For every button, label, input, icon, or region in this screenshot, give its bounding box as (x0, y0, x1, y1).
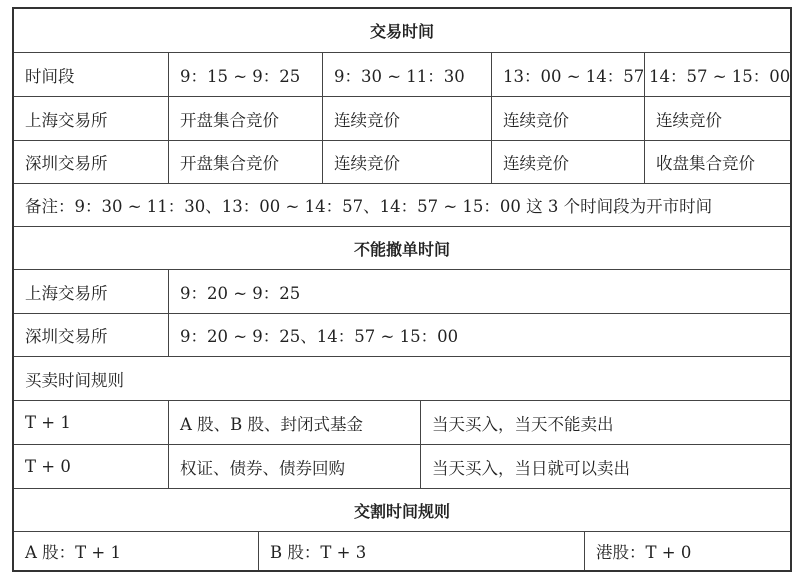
settlement-row (14, 532, 790, 570)
time-period-row (14, 53, 790, 97)
exchange-label: 深圳交易所 (25, 327, 108, 346)
time-slot-3: 13：00 ~ 14：57 (491, 53, 644, 96)
auction-type: 连续竞价 (644, 97, 790, 140)
settlement-a-share: A 股：T + 1 (25, 543, 121, 562)
time-period-label: 时间段 (25, 66, 75, 86)
time-slot-2: 9：30 ~ 11：30 (322, 53, 491, 96)
t-plus-1-row (14, 401, 790, 445)
auction-type: 开盘集合竞价 (168, 97, 322, 140)
no-cancel-shanghai-row (14, 270, 790, 314)
trading-rules-table (12, 7, 792, 572)
exchange-label: 上海交易所 (25, 283, 108, 303)
auction-type: 收盘集合竞价 (644, 141, 790, 183)
time-slot-1: 9：15 ~ 9：25 (168, 53, 322, 96)
settlement-title-row (14, 489, 790, 532)
trading-hours-title-row (14, 9, 790, 53)
exchange-label: 深圳交易所 (25, 154, 108, 173)
section-title: 不能撤单时间 (353, 239, 450, 259)
no-cancel-title-row (14, 227, 790, 270)
rule-description: 当天买入，当天不能卖出 (420, 401, 790, 444)
section-title: 买卖时间规则 (25, 370, 124, 390)
auction-type: 连续竞价 (322, 97, 491, 140)
t-plus-0-row (14, 445, 790, 489)
note-row (14, 184, 790, 227)
auction-type: 连续竞价 (491, 97, 644, 140)
settlement-b-share: B 股：T + 3 (258, 532, 584, 570)
rule-description: 当天买入，当日就可以卖出 (420, 445, 790, 488)
rule-assets: 权证、债券、债券回购 (168, 445, 420, 488)
rule-label: T + 0 (25, 457, 71, 476)
section-title: 交易时间 (369, 22, 434, 41)
rule-label: T + 1 (25, 413, 71, 432)
shanghai-row (14, 97, 790, 141)
auction-type: 连续竞价 (322, 141, 491, 183)
auction-type: 连续竞价 (491, 141, 644, 183)
no-cancel-time: 9：20 ~ 9：25、14：57 ~ 15：00 (168, 314, 790, 356)
section-title: 交割时间规则 (353, 501, 450, 521)
exchange-label: 上海交易所 (25, 110, 108, 130)
trade-rules-title-row (14, 357, 790, 401)
shenzhen-row (14, 141, 790, 184)
no-cancel-shenzhen-row (14, 314, 790, 357)
no-cancel-time: 9：20 ~ 9：25 (168, 270, 790, 313)
time-slot-4: 14：57 ~ 15：00 (644, 53, 790, 96)
note-text: 备注：9：30 ~ 11：30、13：00 ~ 14：57、14：57 ~ 15：00 这 3 个时间段为开市时间 (25, 197, 713, 216)
rule-assets: A 股、B 股、封闭式基金 (168, 401, 420, 444)
auction-type: 开盘集合竞价 (168, 141, 322, 183)
settlement-hk-share: 港股：T + 0 (584, 532, 790, 570)
